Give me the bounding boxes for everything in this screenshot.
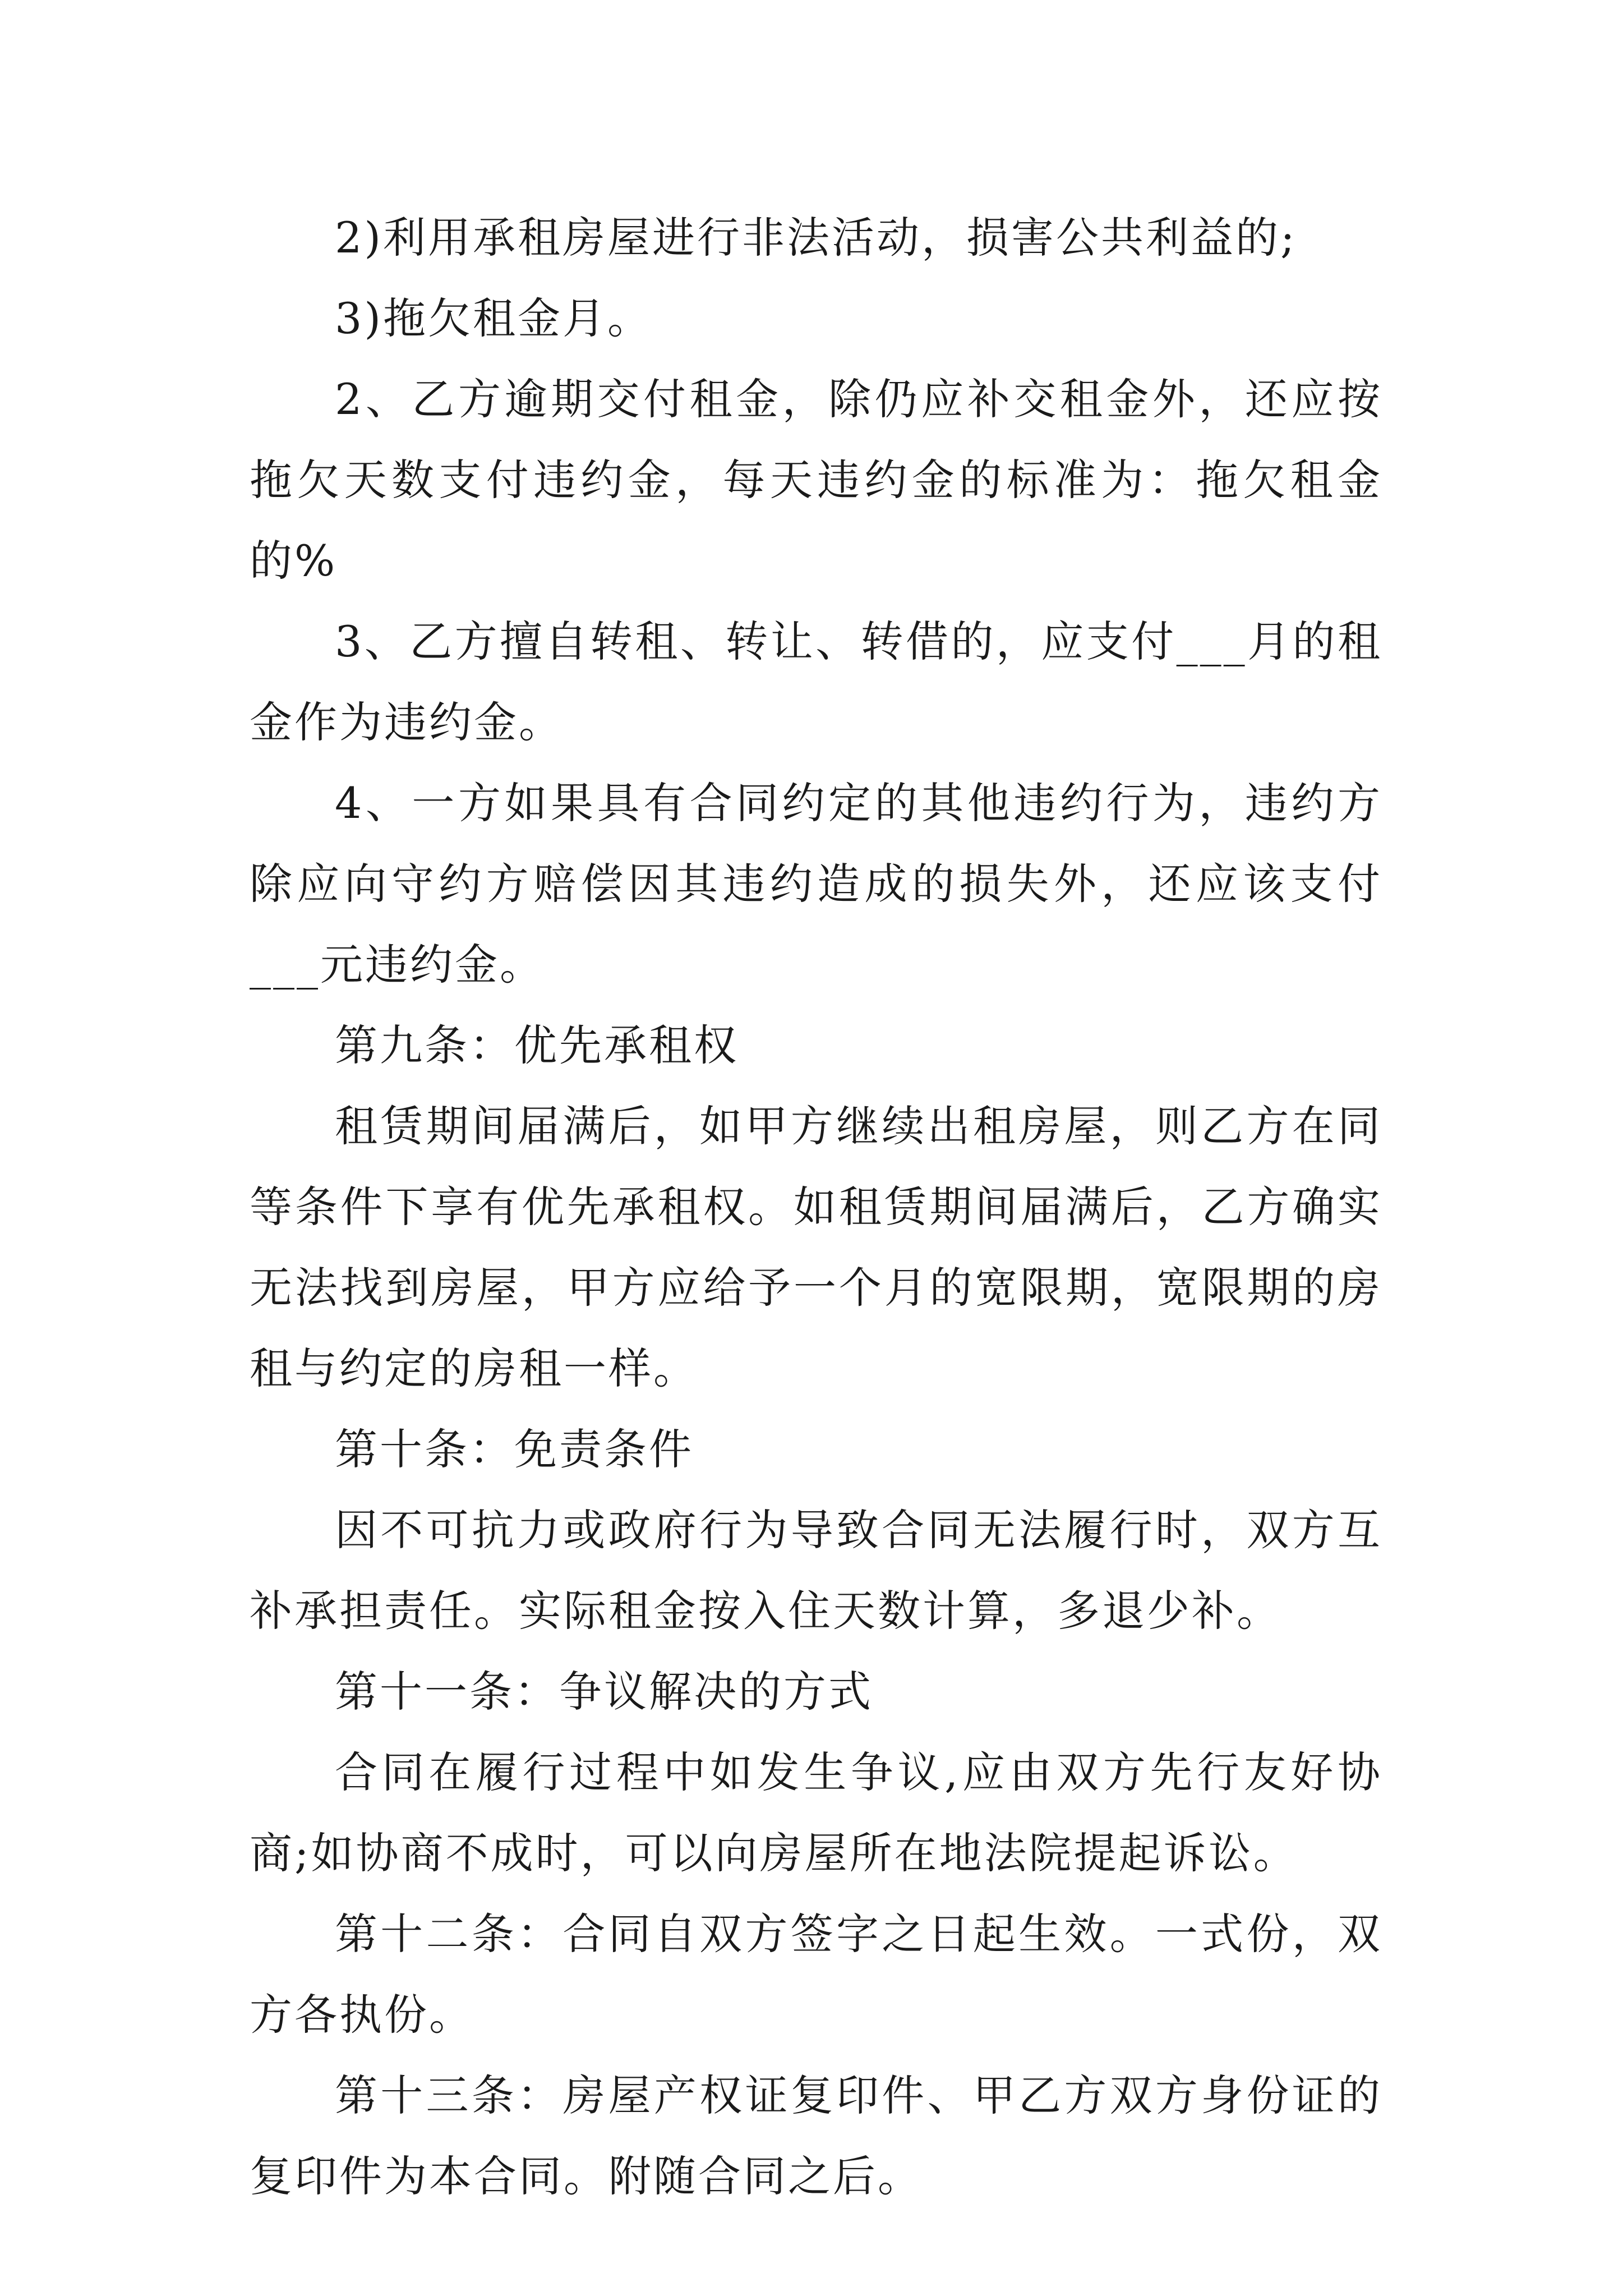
paragraph-article-12-effective: 第十二条：合同自双方签字之日起生效。一式份，双方各执份。 bbox=[250, 1909, 1382, 2040]
paragraph-article-13-attachments: 第十三条：房屋产权证复印件、甲乙方双方身份证的复印件为本合同。附随合同之后。 bbox=[250, 2070, 1382, 2201]
section-heading-article-9: 第九条：优先承租权 bbox=[335, 1020, 739, 1070]
paragraph-other-breach-penalty: 4、一方如果具有合同约定的其他违约行为，违约方除应向守约方赔偿因其违约造成的损失外，还应该支付___元违约金。 bbox=[250, 778, 1382, 990]
section-heading-article-11: 第十一条：争议解决的方式 bbox=[335, 1667, 873, 1717]
paragraph-clause-3-rent-arrears: 3)拖欠租金月。 bbox=[335, 293, 653, 343]
section-heading-article-10: 第十条：免责条件 bbox=[335, 1424, 694, 1474]
paragraph-priority-lease-right: 租赁期间届满后，如甲方继续出租房屋，则乙方在同等条件下享有优先承租权。如租赁期间届满后，乙方确实无法找到房屋，甲方应给予一个月的宽限期，宽限期的房租与约定的房租一样。 bbox=[250, 1101, 1382, 1393]
document-body bbox=[250, 197, 1382, 2217]
paragraph-exemption-conditions: 因不可抗力或政府行为导致合同无法履行时，双方互补承担责任。实际租金按入住天数计算，多退少补。 bbox=[250, 1505, 1382, 1636]
paragraph-dispute-resolution: 合同在履行过程中如发生争议,应由双方先行友好协商;如协商不成时，可以向房屋所在地法院提起诉讼。 bbox=[250, 1747, 1382, 1878]
paragraph-sublease-penalty: 3、乙方擅自转租、转让、转借的，应支付___月的租金作为违约金。 bbox=[250, 616, 1382, 747]
paragraph-clause-2-illegal-use: 2)利用承租房屋进行非法活动，损害公共利益的; bbox=[335, 213, 1297, 263]
paragraph-late-payment-penalty: 2、乙方逾期交付租金，除仍应补交租金外，还应按拖欠天数支付违约金，每天违约金的标准为：拖欠租金的% bbox=[250, 374, 1382, 586]
